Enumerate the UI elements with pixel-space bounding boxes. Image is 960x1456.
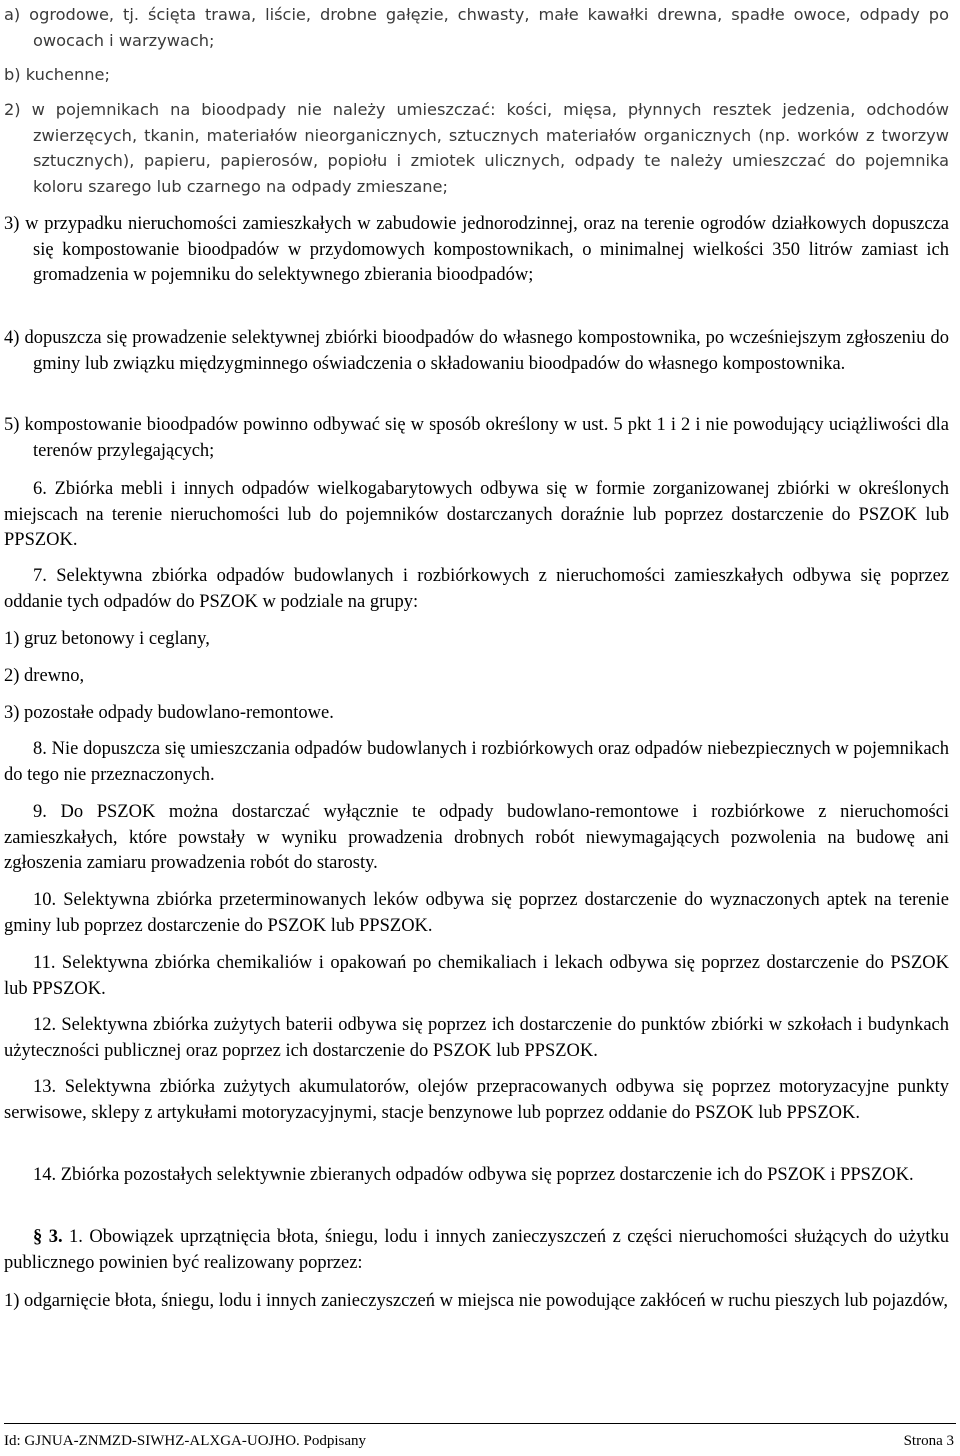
paragraph-item-5: 5) kompostowanie bioodpadów powinno odbywać się w sposób określony w ust. 5 pkt 1 i 2 i nie powodujący uciążliwości dla terenów przylegających; (4, 415, 949, 461)
paragraph-7: 7. Selektywna zbiórka odpadów budowlanych i rozbiórkowych z nieruchomości zamieszkałych odbywa się poprzez oddanie tych odpadów do PSZOK w podziale na grupy: (4, 566, 949, 612)
footer-id: Id: GJNUA-ZNMZD-SIWHZ-ALXGA-UOJHO. Podpisany (4, 1433, 367, 1449)
paragraph-item-3: 3) w przypadku nieruchomości zamieszkałych w zabudowie jednorodzinnej, oraz na terenie ogrodów działkowych dopuszcza się kompostowanie bioodpadów w przydomowych kompostownikach, o minimalnej wielkości 350 litrów zamiast ich gromadzenia w pojemniku do selektywnego zbierania bioodpadów; (4, 214, 949, 285)
paragraph-14: 14. Zbiórka pozostałych selektywnie zbieranych odpadów odbywa się poprzez dostarczenie ich do PSZOK i PPSZOK. (33, 1165, 914, 1185)
list-item-gruz: 1) gruz betonowy i ceglany, (4, 629, 210, 649)
paragraph-item-2: 2) w pojemnikach na bioodpady nie należy umieszczać: kości, mięsa, płynnych resztek jedzenia, odchodów zwierzęcych, tkanin, materiałów nieorganicznych, sztucznych materiałów organicznych (np. worków z tworzyw sztucznych), papieru, papierosów, popiołu i zmiotek ulicznych, odpady te należy umieszczać do pojemnika koloru szarego lub czarnego na odpady zmieszane; (4, 100, 949, 196)
paragraph-8: 8. Nie dopuszcza się umieszczania odpadów budowlanych i rozbiórkowych oraz odpadów niebezpiecznych w pojemnikach do tego nie przeznaczonych. (4, 739, 949, 785)
paragraph-last-item: 1) odgarnięcie błota, śniegu, lodu i innych zanieczyszczeń w miejsca nie powodujące zakłóceń w ruchu pieszych lub pojazdów, (4, 1291, 949, 1311)
paragraph-12: 12. Selektywna zbiórka zużytych baterii odbywa się poprzez ich dostarczenie do punktów zbiórki w szkołach i budynkach użyteczności publicznej oraz poprzez ich dostarczenie do PSZOK lub PPSZOK. (4, 1015, 949, 1061)
paragraph-11: 11. Selektywna zbiórka chemikaliów i opakowań po chemikaliach i lekach odbywa się poprzez dostarczenie do PSZOK lub PPSZOK. (4, 953, 949, 999)
paragraph-item-4: 4) dopuszcza się prowadzenie selektywnej zbiórki bioodpadów do własnego kompostownika, po wcześniejszym zgłoszeniu do gminy lub związku międzygminnego oświadczenia o składowaniu bioodpadów do własnego kompostownika. (4, 328, 949, 374)
list-item-pozostale: 3) pozostałe odpady budowlano-remontowe. (4, 703, 334, 723)
paragraph-item-a: a) ogrodowe, tj. ścięta trawa, liście, drobne gałęzie, chwasty, małe kawałki drewna, spadłe owoce, odpady po owocach i warzywach; (4, 5, 949, 50)
list-item-drewno: 2) drewno, (4, 666, 85, 686)
section-3-marker: § 3. (33, 1227, 63, 1247)
section-3-paragraph (4, 1225, 949, 1276)
paragraph-13: 13. Selektywna zbiórka zużytych akumulatorów, olejów przepracowanych odbywa się poprzez motoryzacyjne punkty serwisowe, sklepy z artykułami motoryzacyjnymi, stacje benzynowe lub poprzez oddanie do PSZOK lub PPSZOK. (4, 1077, 949, 1123)
paragraph-6: 6. Zbiórka mebli i innych odpadów wielkogabarytowych odbywa się w formie zorganizowanej zbiórki w określonych miejscach na terenie nieruchomości lub do pojemników dostarczanych doraźnie lub poprzez dostarczenie do PSZOK lub PPSZOK. (4, 479, 949, 550)
paragraph-item-b: b) kuchenne; (4, 65, 110, 84)
footer-divider (4, 1423, 956, 1424)
paragraph-10: 10. Selektywna zbiórka przeterminowanych leków odbywa się poprzez dostarczenie do wyznaczonych aptek na terenie gminy lub poprzez dostarczenie do PSZOK lub PPSZOK. (4, 890, 949, 936)
section-3-text: 1. Obowiązek uprzątnięcia błota, śniegu, lodu i innych zanieczyszczeń z części nieruchomości służących do użytku publicznego powinien być realizowany poprzez: (4, 1227, 950, 1273)
paragraph-9: 9. Do PSZOK można dostarczać wyłącznie te odpady budowlano-remontowe i rozbiórkowe z nieruchomości zamieszkałych, które powstały w wyniku prowadzenia drobnych robót niewymagających pozwolenia na budowę ani zgłoszenia zamiaru prowadzenia robót do starosty. (4, 802, 949, 873)
footer-page-number: Strona 3 (903, 1433, 954, 1449)
